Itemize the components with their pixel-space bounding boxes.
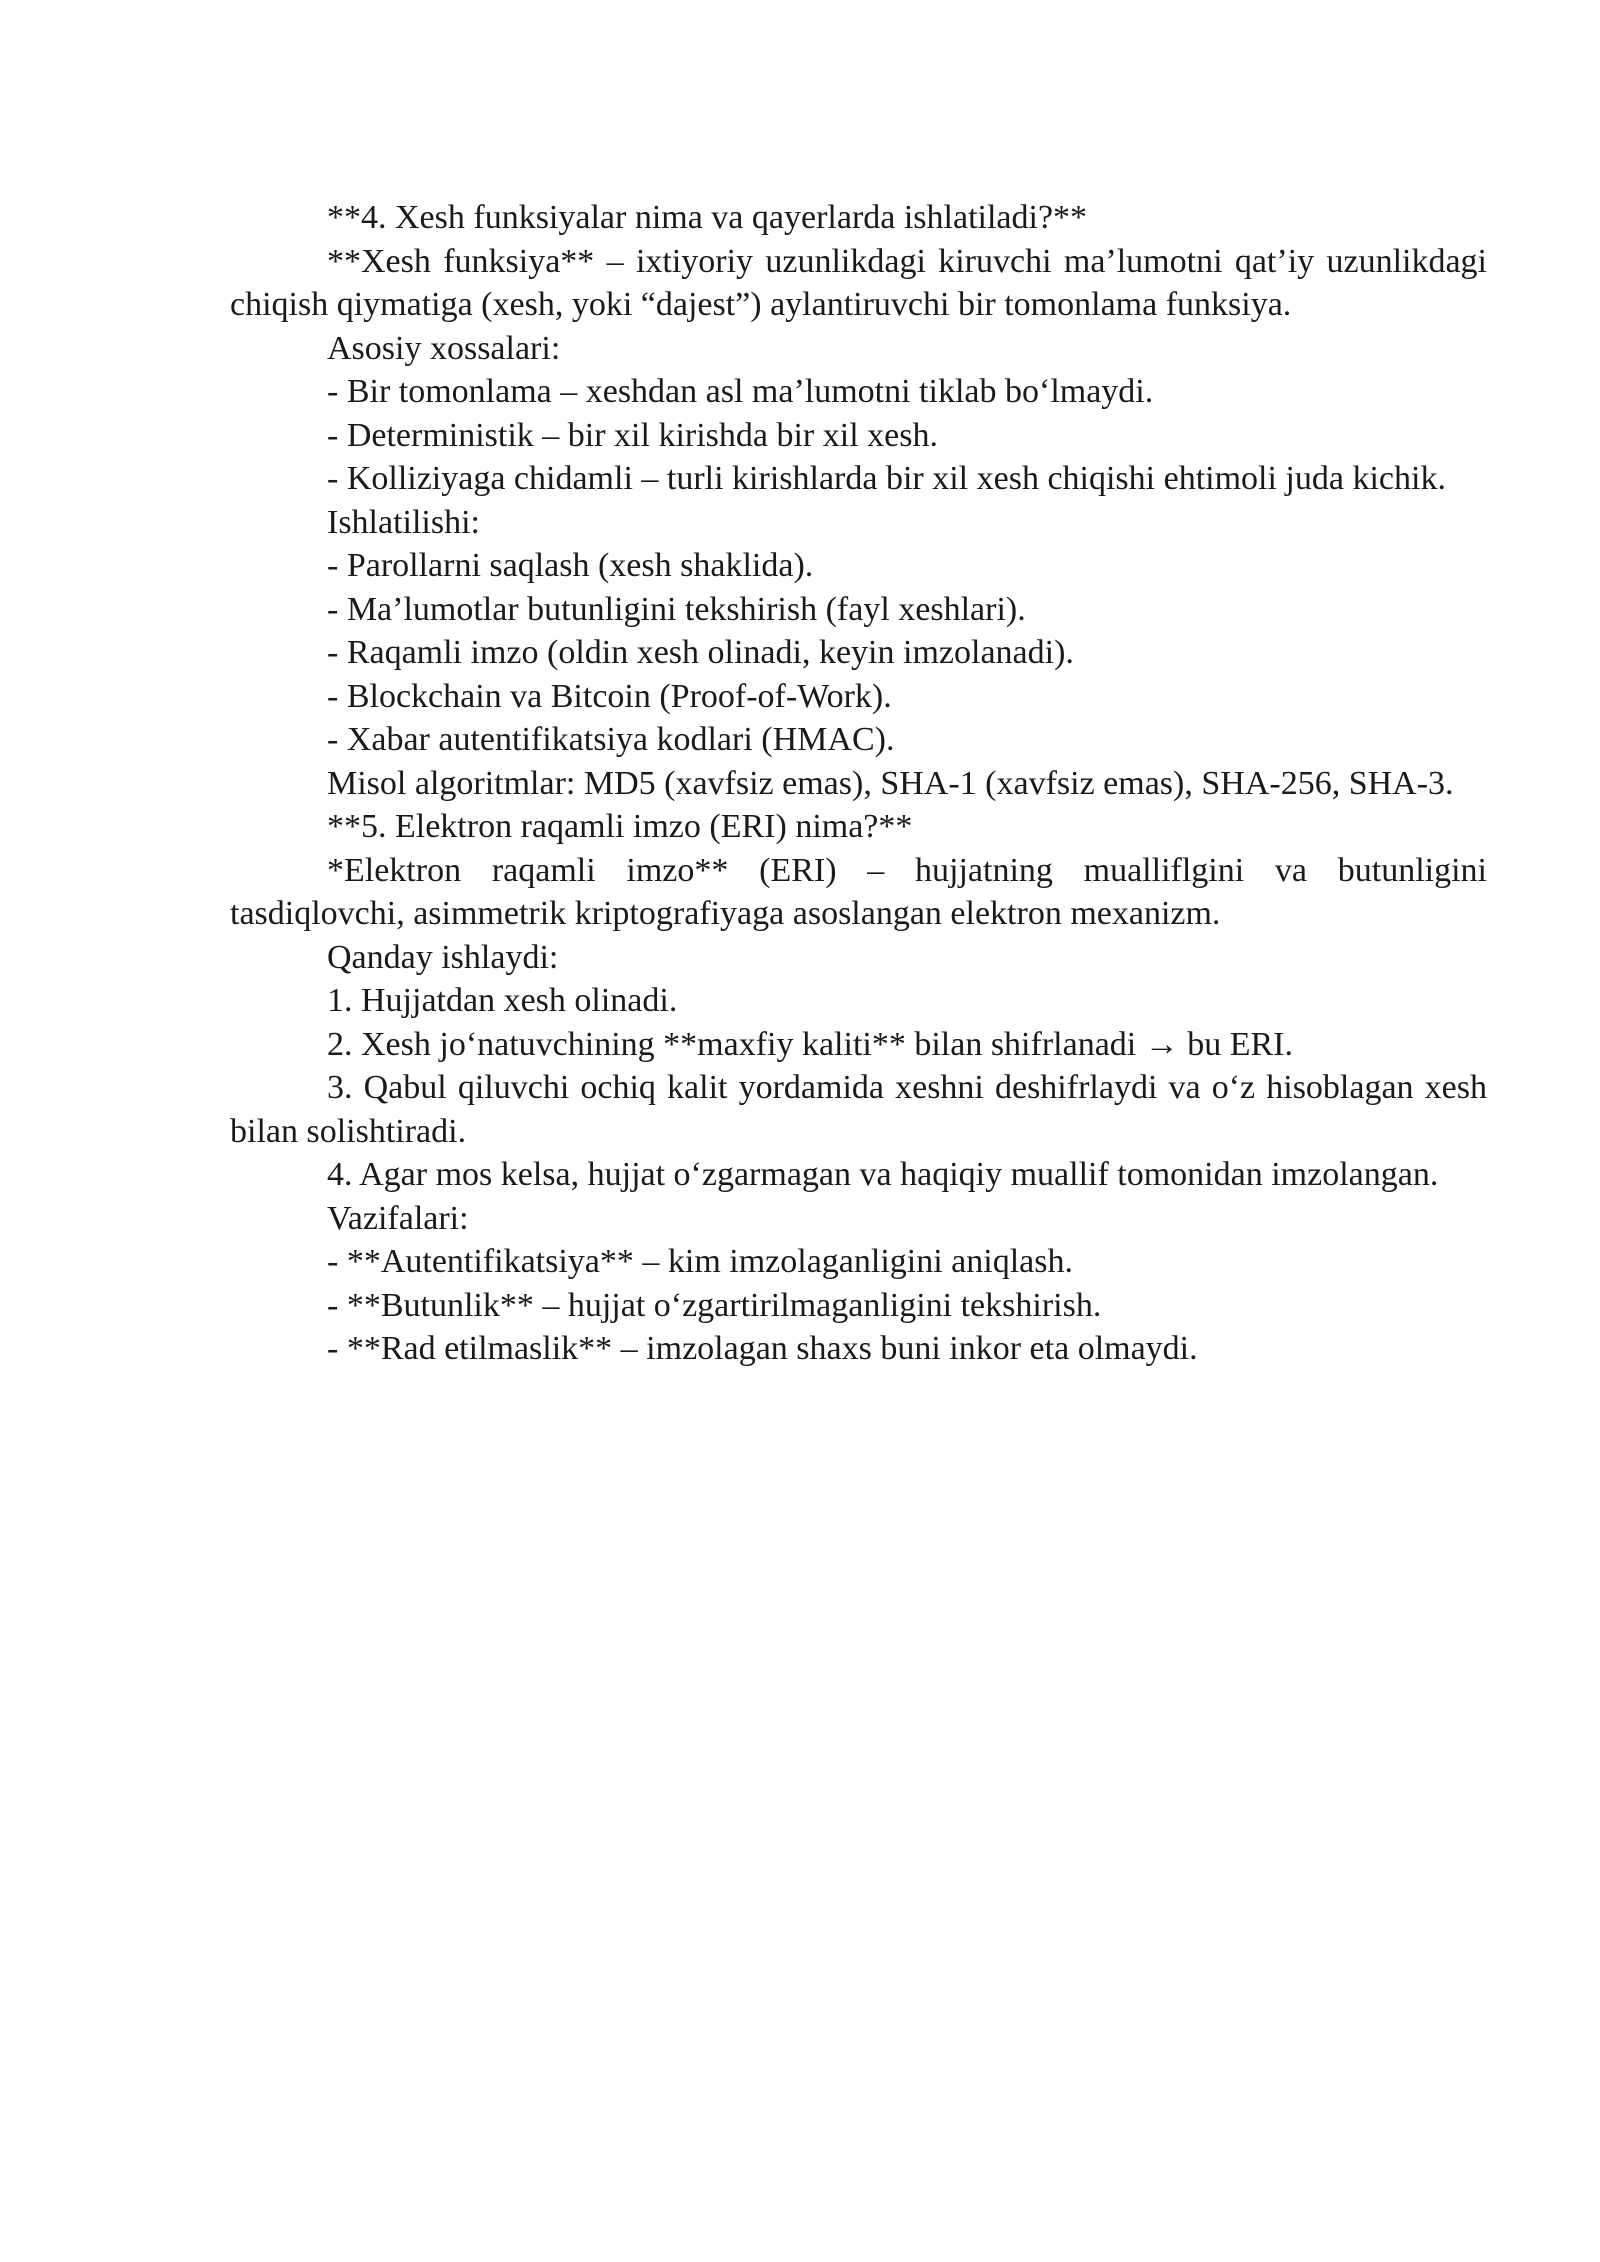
paragraph-eri-definition: *Elektron raqamli imzo** (ERI) – hujjatning mualliflgini va butunligini tasdiqlovchi, asimmetrik kriptografiyaga asoslangan elektron mexanizm. <box>230 851 1487 932</box>
list-item-non-repudiation: - **Rad etilmaslik** – imzolagan shaxs buni inkor eta olmaydi. <box>327 1330 1198 1367</box>
list-item-authentication: - **Autentifikatsiya** – kim imzolaganligini aniqlash. <box>327 1243 1073 1280</box>
list-item-collision-resistant: - Kolliziyaga chidamli – turli kirishlarda bir xil xesh chiqishi ehtimoli juda kichik. <box>327 460 1446 497</box>
section-heading-hash-functions: **4. Xesh funksiyalar nima va qayerlarda ishlatiladi?** <box>327 199 1088 236</box>
step-3: 3. Qabul qiluvchi ochiq kalit yordamida xeshni deshifrlaydi va o‘z hisoblagan xesh bilan solishtiradi. <box>230 1069 1487 1150</box>
subheading-main-properties: Asosiy xossalari: <box>327 329 561 367</box>
list-item-one-way: - Bir tomonlama – xeshdan asl ma’lumotni tiklab bo‘lmaydi. <box>327 373 1154 410</box>
list-item-integrity: - **Butunlik** – hujjat o‘zgartirilmaganligini tekshirish. <box>327 1286 1102 1324</box>
list-item-hmac: - Xabar autentifikatsiya kodlari (HMAC). <box>327 721 895 758</box>
document-body <box>230 196 1487 1371</box>
section-heading-digital-signature: **5. Elektron raqamli imzo (ERI) nima?** <box>327 808 913 845</box>
list-item-password-storage: - Parollarni saqlash (xesh shaklida). <box>327 547 814 584</box>
subheading-functions: Vazifalari: <box>327 1199 469 1237</box>
step-2: 2. Xesh jo‘natuvchining **maxfiy kaliti** bilan shifrlanadi → bu ERI. <box>327 1025 1293 1063</box>
list-item-digital-signature: - Raqamli imzo (oldin xesh olinadi, keyin imzolanadi). <box>327 634 1074 671</box>
list-item-blockchain: - Blockchain va Bitcoin (Proof-of-Work). <box>327 677 892 715</box>
list-item-deterministic: - Deterministik – bir xil kirishda bir xil xesh. <box>327 416 938 454</box>
paragraph-example-algorithms: Misol algoritmlar: MD5 (xavfsiz emas), SHA-1 (xavfsiz emas), SHA-256, SHA-3. <box>327 764 1454 802</box>
step-1: 1. Hujjatdan xesh olinadi. <box>327 982 678 1019</box>
step-4: 4. Agar mos kelsa, hujjat o‘zgarmagan va haqiqiy muallif tomonidan imzolangan. <box>327 1156 1439 1193</box>
list-item-data-integrity: - Ma’lumotlar butunligini tekshirish (fayl xeshlari). <box>327 590 1026 628</box>
subheading-usage: Ishlatilishi: <box>327 503 480 541</box>
subheading-how-it-works: Qanday ishlaydi: <box>327 938 559 976</box>
paragraph-hash-definition: **Xesh funksiya** – ixtiyoriy uzunlikdagi kiruvchi ma’lumotni qat’iy uzunlikdagi chiqish qiymatiga (xesh, yoki “dajest”) aylantiruvchi bir tomonlama funksiya. <box>230 242 1487 323</box>
